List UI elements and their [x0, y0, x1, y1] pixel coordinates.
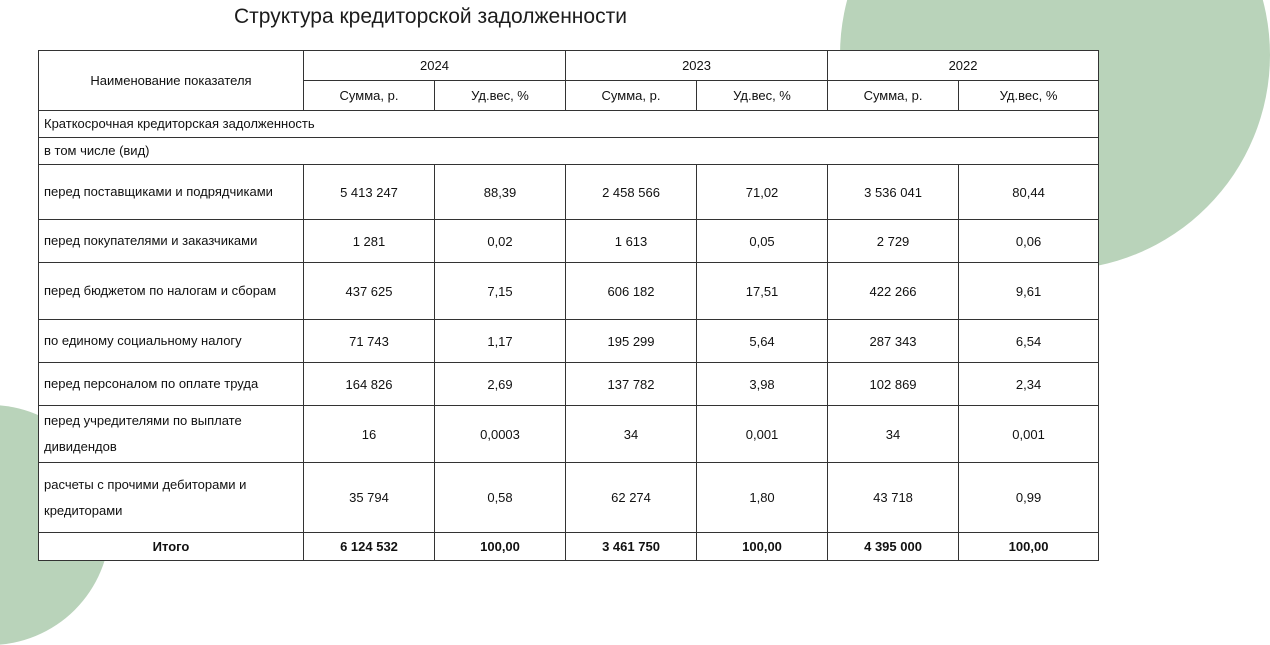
- section-including: в том числе (вид): [39, 138, 1099, 165]
- cell-value: 17,51: [697, 263, 828, 320]
- row-name: перед персоналом по оплате труда: [39, 363, 304, 406]
- cell-value: 88,39: [435, 165, 566, 220]
- cell-value: 34: [828, 406, 959, 463]
- cell-value: 0,58: [435, 463, 566, 533]
- cell-value: 5 413 247: [304, 165, 435, 220]
- table-row: [39, 406, 1099, 463]
- section-row: [39, 111, 1099, 138]
- cell-value: 6,54: [959, 320, 1099, 363]
- cell-value: 0,06: [959, 220, 1099, 263]
- row-name: перед учредителями по выплате дивидендов: [39, 406, 304, 463]
- header-sum: Сумма, р.: [566, 81, 697, 111]
- cell-value: 62 274: [566, 463, 697, 533]
- row-name: по единому социальному налогу: [39, 320, 304, 363]
- cell-value: 606 182: [566, 263, 697, 320]
- total-row: [39, 533, 1099, 561]
- table-row: [39, 463, 1099, 533]
- header-share: Уд.вес, %: [435, 81, 566, 111]
- cell-value: 422 266: [828, 263, 959, 320]
- row-name: перед бюджетом по налогам и сборам: [39, 263, 304, 320]
- section-row: [39, 138, 1099, 165]
- cell-value: 34: [566, 406, 697, 463]
- section-short-term: Краткосрочная кредиторская задолженность: [39, 111, 1099, 138]
- row-name: перед покупателями и заказчиками: [39, 220, 304, 263]
- cell-value: 16: [304, 406, 435, 463]
- table-row: [39, 165, 1099, 220]
- total-value: 4 395 000: [828, 533, 959, 561]
- total-value: 3 461 750: [566, 533, 697, 561]
- table-container: [38, 50, 1058, 566]
- cell-value: 164 826: [304, 363, 435, 406]
- cell-value: 1,80: [697, 463, 828, 533]
- header-row-years: [39, 51, 1099, 81]
- table-row: [39, 363, 1099, 406]
- cell-value: 2 729: [828, 220, 959, 263]
- cell-value: 287 343: [828, 320, 959, 363]
- cell-value: 71 743: [304, 320, 435, 363]
- cell-value: 0,05: [697, 220, 828, 263]
- cell-value: 0,001: [959, 406, 1099, 463]
- cell-value: 0,001: [697, 406, 828, 463]
- cell-value: 5,64: [697, 320, 828, 363]
- cell-value: 35 794: [304, 463, 435, 533]
- cell-value: 437 625: [304, 263, 435, 320]
- cell-value: 3 536 041: [828, 165, 959, 220]
- row-name: перед поставщиками и подрядчиками: [39, 165, 304, 220]
- header-year-2022: 2022: [828, 51, 1099, 81]
- cell-value: 0,0003: [435, 406, 566, 463]
- cell-value: 2,69: [435, 363, 566, 406]
- cell-value: 137 782: [566, 363, 697, 406]
- cell-value: 1,17: [435, 320, 566, 363]
- total-value: 100,00: [435, 533, 566, 561]
- table-row: [39, 220, 1099, 263]
- header-year-2024: 2024: [304, 51, 566, 81]
- cell-value: 43 718: [828, 463, 959, 533]
- cell-value: 1 281: [304, 220, 435, 263]
- total-value: 100,00: [697, 533, 828, 561]
- cell-value: 0,02: [435, 220, 566, 263]
- table-row: [39, 263, 1099, 320]
- payables-table: [38, 50, 1099, 561]
- total-value: 6 124 532: [304, 533, 435, 561]
- header-sum: Сумма, р.: [828, 81, 959, 111]
- total-value: 100,00: [959, 533, 1099, 561]
- table-row: [39, 320, 1099, 363]
- header-share: Уд.вес, %: [959, 81, 1099, 111]
- cell-value: 1 613: [566, 220, 697, 263]
- total-label: Итого: [39, 533, 304, 561]
- header-year-2023: 2023: [566, 51, 828, 81]
- header-share: Уд.вес, %: [697, 81, 828, 111]
- cell-value: 71,02: [697, 165, 828, 220]
- row-name: расчеты с прочими дебиторами и кредиторами: [39, 463, 304, 533]
- cell-value: 7,15: [435, 263, 566, 320]
- cell-value: 2 458 566: [566, 165, 697, 220]
- cell-value: 2,34: [959, 363, 1099, 406]
- cell-value: 195 299: [566, 320, 697, 363]
- cell-value: 102 869: [828, 363, 959, 406]
- header-sum: Сумма, р.: [304, 81, 435, 111]
- cell-value: 0,99: [959, 463, 1099, 533]
- cell-value: 3,98: [697, 363, 828, 406]
- page-title: Структура кредиторской задолженности: [234, 5, 627, 28]
- cell-value: 80,44: [959, 165, 1099, 220]
- cell-value: 9,61: [959, 263, 1099, 320]
- header-name-cell: Наименование показателя: [39, 51, 304, 111]
